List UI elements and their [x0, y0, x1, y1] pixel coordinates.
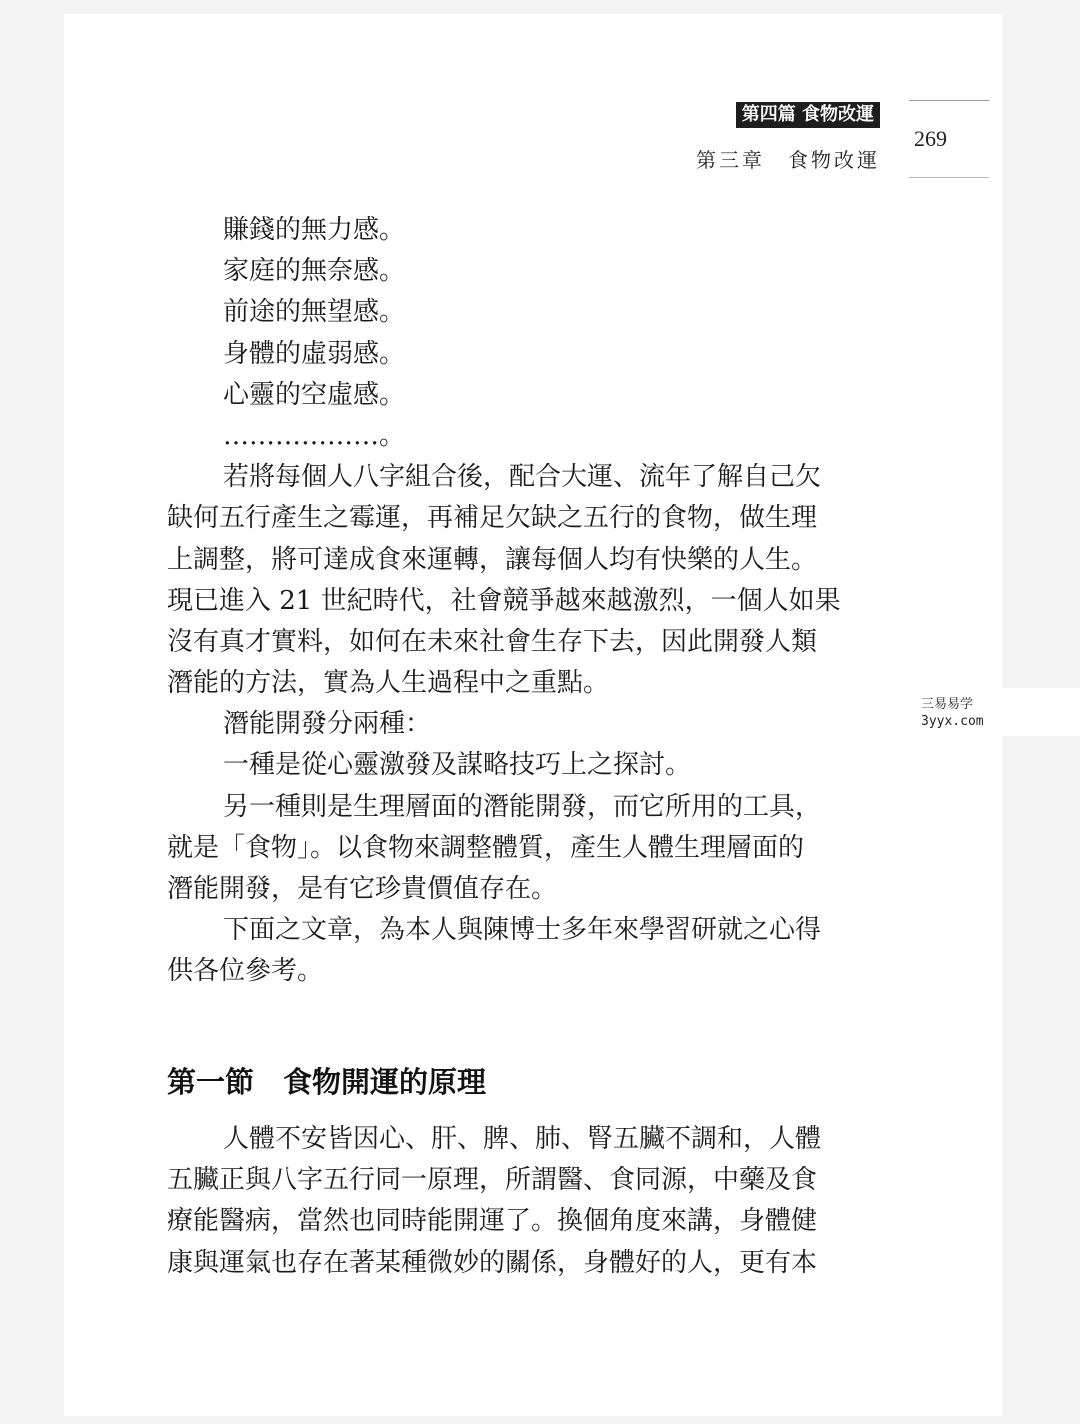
page-header	[64, 14, 1003, 184]
header-rule-bottom	[909, 177, 989, 178]
paragraph-line: 潛能開發分兩種：	[223, 709, 432, 740]
section-line: 五臟正與八字五行同一原理，所謂醫、食同源，中藥及食	[167, 1165, 818, 1196]
intro-line: ………………。	[223, 420, 406, 451]
paragraph-line: 下面之文章，為本人與陳博士多年來學習研就之心得	[223, 915, 822, 946]
paragraph-line: 缺何五行產生之霉運，再補足欠缺之五行的食物，做生理	[167, 503, 818, 534]
part-label: 第四篇 食物改運	[736, 102, 880, 128]
section-line: 人體不安皆因心、肝、脾、肺、腎五臟不調和，人體	[223, 1124, 822, 1154]
paragraph-line: 上調整，將可達成食來運轉，讓每個人均有快樂的人生。	[167, 544, 818, 575]
paragraph-line: 現已進入 21 世紀時代，社會競爭越來越激烈，一個人如果	[167, 585, 841, 616]
paragraph-line: 就是「食物」。以食物來調整體質，產生人體生理層面的	[167, 832, 805, 863]
main-text	[167, 210, 883, 993]
intro-line: 前途的無望感。	[223, 297, 406, 328]
paragraph-line: 沒有真才實料，如何在未來社會生存下去，因此開發人類	[167, 626, 818, 657]
chapter-label: 第三章 食物改運	[696, 148, 880, 172]
intro-line: 賺錢的無力感。	[223, 215, 406, 245]
paragraph-line: 另一種則是生理層面的潛能開發，而它所用的工具，	[223, 791, 822, 822]
section-text	[167, 1119, 883, 1284]
intro-line: 家庭的無奈感。	[223, 256, 406, 287]
header-rule-top	[909, 100, 989, 101]
page-number: 269	[914, 126, 947, 151]
section-line: 療能醫病，當然也同時能開運了。換個角度來講，身體健	[167, 1206, 818, 1237]
paragraph-line: 若將每個人八字組合後，配合大運、流年了解自己欠	[223, 462, 822, 493]
paragraph-line: 潛能開發，是有它珍貴價值存在。	[167, 874, 558, 904]
paragraph-line: 一種是從心靈激發及謀略技巧上之探討。	[223, 750, 692, 781]
paragraph-line: 潛能的方法，實為人生過程中之重點。	[167, 668, 610, 699]
section-line: 康與運氣也存在著某種微妙的關係，身體好的人，更有本	[167, 1247, 818, 1278]
intro-line: 身體的虛弱感。	[223, 338, 406, 369]
watermark	[903, 688, 1080, 736]
book-page	[64, 14, 1003, 1416]
section-title: 第一節 食物開運的原理	[167, 1065, 487, 1099]
watermark-url: 3yyx.com	[921, 714, 984, 729]
intro-line: 心靈的空虛感。	[223, 379, 406, 410]
watermark-text: 三易易学	[921, 697, 974, 712]
paragraph-line: 供各位參考。	[167, 956, 324, 987]
